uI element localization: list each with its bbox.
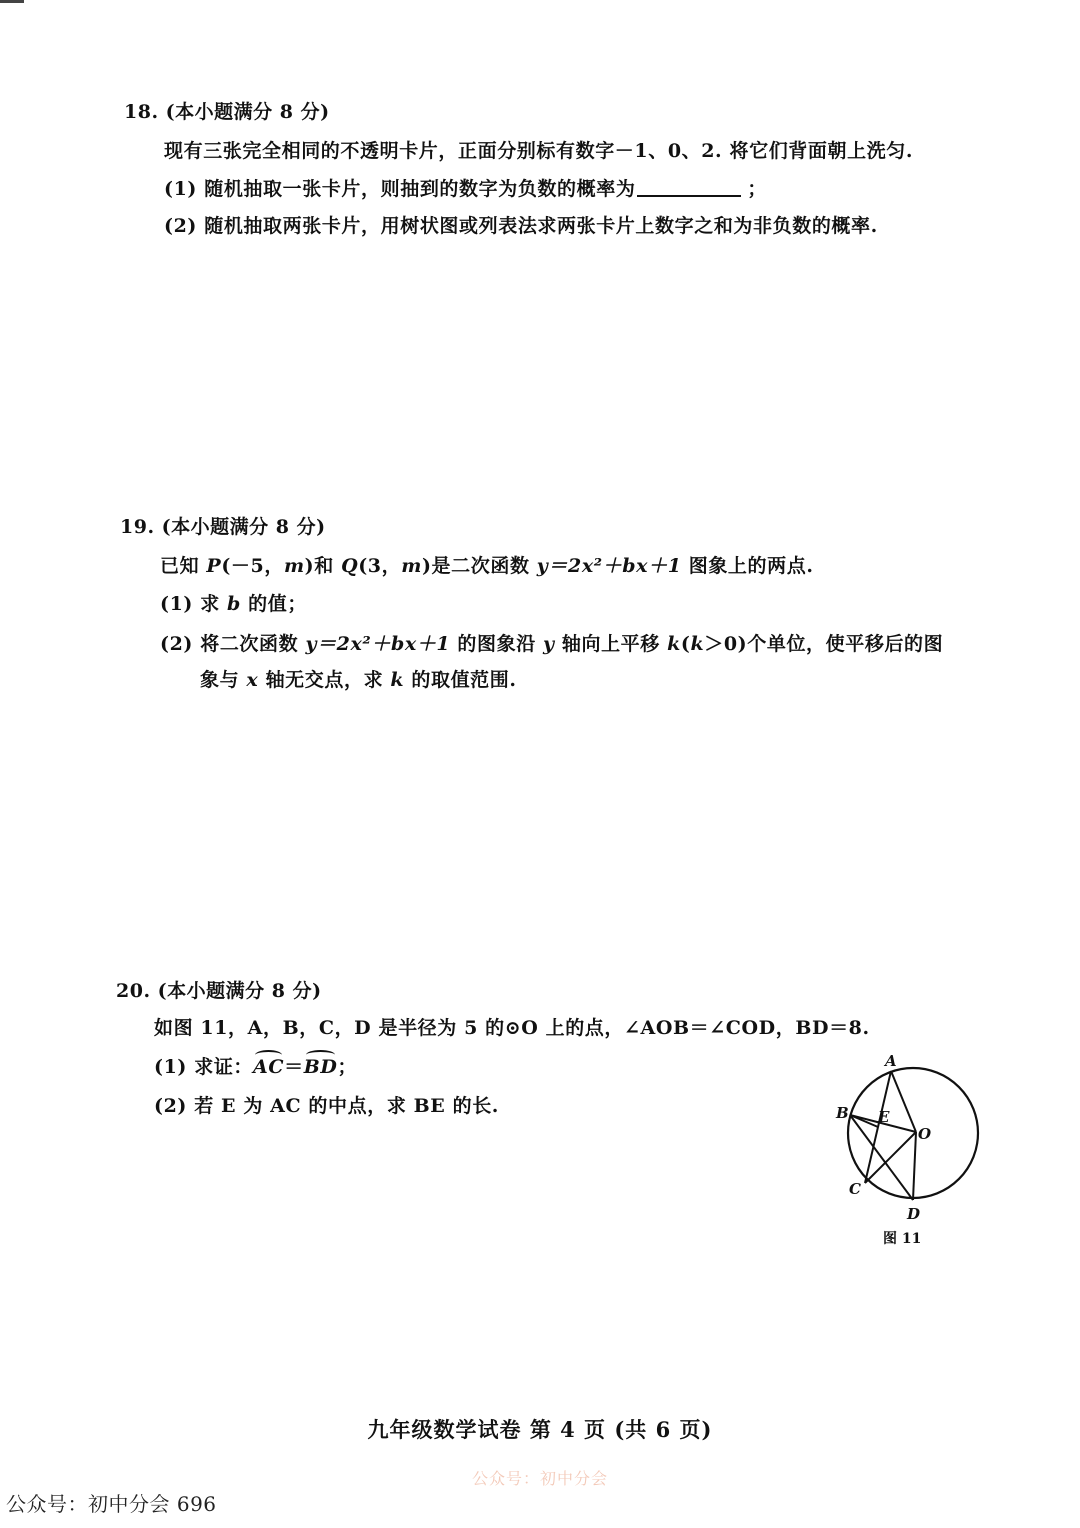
q19-var-m: m — [283, 555, 305, 577]
label-o: O — [918, 1125, 932, 1143]
answer-blank — [637, 195, 741, 197]
q18-title: 18. (本小题满分 8 分) — [124, 101, 330, 123]
label-a: A — [885, 1052, 897, 1070]
q19-point-p: P — [206, 555, 222, 577]
q19-stem-text-a: 已知 — [160, 555, 207, 577]
q19-part2-text-b: 的图象沿 — [450, 633, 544, 655]
q20-stem: 如图 11，A，B，C，D 是半径为 5 的⊙O 上的点，∠AOB＝∠COD，BD＝8. — [154, 1017, 870, 1039]
scan-edge-mark — [0, 0, 24, 3]
q19-function: y＝2x²＋bx＋1 — [536, 555, 682, 577]
q19-part2-line1 — [160, 629, 943, 656]
q20-part1-text-b: ； — [337, 1056, 358, 1078]
q19-part1-text-a: (1) 求 — [160, 593, 228, 615]
q19-part2-text-g: 轴无交点，求 — [258, 669, 391, 691]
q19-part2-text-f: 象与 — [200, 669, 247, 691]
q19-var-k: k — [390, 669, 405, 691]
q19-part2-text-a: (2) 将二次函数 — [160, 633, 306, 655]
q19-part1 — [160, 589, 307, 616]
watermark-center: 公众号：初中分会 — [471, 1469, 608, 1488]
q19-part2-text-h: 的取值范围. — [404, 669, 517, 691]
label-d: D — [907, 1205, 921, 1223]
q20-part1 — [154, 1052, 357, 1079]
q19-stem-text-f: 图象上的两点. — [681, 555, 814, 577]
q19-part2-text-c: 轴向上平移 — [554, 633, 668, 655]
q19-var-m: m — [401, 555, 422, 577]
label-e: E — [878, 1108, 890, 1126]
q19-function: y＝2x²＋bx＋1 — [305, 633, 451, 655]
q18-stem: 现有三张完全相同的不透明卡片，正面分别标有数字－1、0、2. 将它们背面朝上洗匀. — [164, 140, 914, 162]
label-b: B — [836, 1104, 849, 1122]
q20-title: 20. (本小题满分 8 分) — [116, 980, 322, 1002]
arc-ac: AC — [253, 1056, 285, 1078]
q19-part2-text-e: ＞0)个单位，使平移后的图 — [704, 633, 944, 655]
q19-var-b: b — [227, 593, 241, 615]
q19-point-q: Q — [341, 555, 359, 577]
q19-stem-text-b: (－5， — [221, 555, 284, 577]
arc-bd: BD — [303, 1056, 338, 1078]
watermark-left: 公众号：初中分会 696 — [6, 1492, 217, 1516]
q19-var-k: k — [667, 633, 681, 655]
figure-caption: 图 11 — [883, 1231, 922, 1247]
q19-part2-line2 — [200, 665, 517, 692]
segment-do — [913, 1132, 916, 1200]
geometry-figure — [828, 1048, 998, 1248]
q18-part1-text: (1) 随机抽取一张卡片，则抽到的数字为负数的概率为 — [164, 178, 636, 200]
q19-var-k: k — [690, 633, 705, 655]
segment-co — [865, 1132, 916, 1183]
q19-stem-text-e: )是二次函数 — [421, 555, 537, 577]
q19-stem-text-d: (3， — [358, 555, 402, 577]
q20-part1-text-a: (1) 求证： — [154, 1056, 254, 1078]
q19-stem-text-c: )和 — [304, 555, 342, 577]
page-footer: 九年级数学试卷 第 4 页 (共 6 页) — [367, 1417, 713, 1442]
q19-part2-text-d: ( — [680, 633, 691, 655]
q19-stem — [160, 551, 814, 578]
label-c: C — [849, 1180, 861, 1198]
q19-var-x: x — [246, 669, 259, 691]
q19-title: 19. (本小题满分 8 分) — [120, 516, 326, 538]
q18-part2: (2) 随机抽取两张卡片，用树状图或列表法求两张卡片上数字之和为非负数的概率. — [164, 215, 878, 237]
q18-part1 — [164, 174, 767, 201]
equals-sign: ＝ — [284, 1056, 304, 1078]
q19-var-y: y — [543, 633, 555, 655]
segment-ao — [891, 1071, 916, 1132]
q19-part1-text-c: 的值； — [240, 593, 307, 615]
q20-part2: (2) 若 E 为 AC 的中点，求 BE 的长. — [154, 1095, 500, 1117]
q18-part1-end: ； — [747, 178, 768, 200]
